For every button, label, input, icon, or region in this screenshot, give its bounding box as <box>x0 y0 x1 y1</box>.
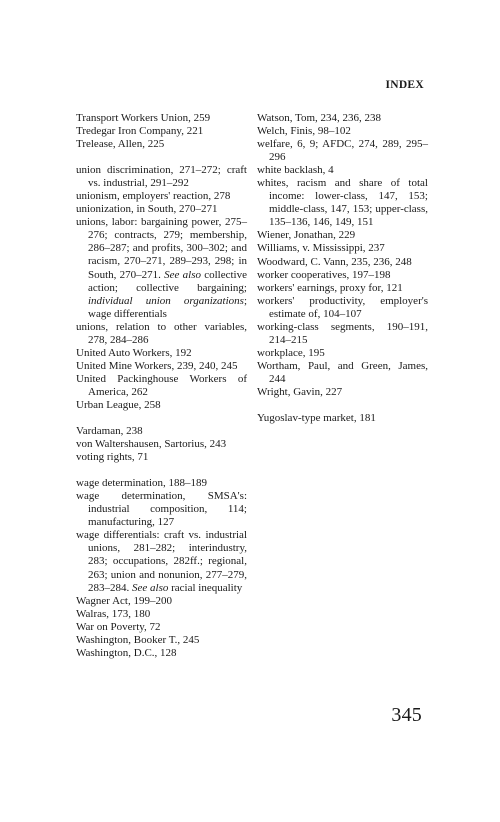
index-entry: workplace, 195 <box>257 346 325 359</box>
index-entry: Wiener, Jonathan, 229 <box>257 229 356 242</box>
index-entry: Wright, Gavin, 227 <box>257 385 343 398</box>
index-entry: United Packinghouse Workers of America, 262 <box>76 372 247 398</box>
index-entry: Wagner Act, 199–200 <box>76 594 172 607</box>
index-entry: unions, relation to other variables, 278, 284–286 <box>76 320 247 346</box>
index-entry: wage determination, SMSA's: industrial composition, 114; manufacturing, 127 <box>76 490 247 529</box>
index-entry: United Mine Workers, 239, 240, 245 <box>76 359 238 372</box>
index-entry-fragment: ; wage differentials <box>88 294 247 320</box>
index-column-left <box>76 112 247 660</box>
index-entry: wage differentials: craft vs. industrial unions, 281–282; interindustry, 283; occupations, 282ff.; regional, 263; union and nonunion, 277–279, 283–284. See also racial inequality <box>76 529 247 594</box>
index-entry: voting rights, 71 <box>76 451 149 464</box>
index-entry: unions, labor: bargaining power, 275–276; contracts, 279; membership, 286–287; and profits, 300–302; and racism, 270–271, 289–293, 298; in South, 270–271. See also collective action; collective bargaining; individual union organizations; wage differentials <box>76 216 247 320</box>
index-entry: United Auto Workers, 192 <box>76 346 192 359</box>
index-entry: von Waltershausen, Sartorius, 243 <box>76 438 227 451</box>
index-entry: white backlash, 4 <box>257 164 334 177</box>
index-entry-fragment: racial inequality <box>168 581 243 594</box>
index-entry: welfare, 6, 9; AFDC, 274, 289, 295–296 <box>257 138 428 164</box>
index-entry: working-class segments, 190–191, 214–215 <box>257 320 428 346</box>
page-number: 345 <box>391 704 422 726</box>
index-entry: whites, racism and share of total income: lower-class, 147, 153; middle-class, 147, 153; upper-class, 135–136, 146, 149, 151 <box>257 177 428 229</box>
index-entry: workers' earnings, proxy for, 121 <box>257 281 403 294</box>
index-entry: worker cooperatives, 197–198 <box>257 268 391 281</box>
index-entry: Washington, D.C., 128 <box>76 646 177 659</box>
index-entry: unionization, in South, 270–271 <box>76 203 218 216</box>
index-entry: workers' productivity, employer's estimate of, 104–107 <box>257 294 428 320</box>
index-entry: Watson, Tom, 234, 236, 238 <box>257 112 382 124</box>
index-entry: Williams, v. Mississippi, 237 <box>257 242 385 255</box>
index-entry: union discrimination, 271–272; craft vs. industrial, 291–292 <box>76 164 247 190</box>
index-entry: Vardaman, 238 <box>76 425 143 438</box>
index-entry: Yugoslav-type market, 181 <box>257 412 376 425</box>
running-head: INDEX <box>385 79 424 91</box>
index-entry: Urban League, 258 <box>76 398 161 411</box>
index-entry: unionism, employers' reaction, 278 <box>76 190 231 203</box>
index-entry: Trelease, Allen, 225 <box>76 138 165 151</box>
index-column-right <box>257 112 428 425</box>
index-entry: Walras, 173, 180 <box>76 607 151 620</box>
index-entry: Woodward, C. Vann, 235, 236, 248 <box>257 255 412 268</box>
index-entry-fragment: See also <box>160 268 201 281</box>
index-entry: wage determination, 188–189 <box>76 477 208 490</box>
index-entry-fragment: collective action; collective bargaining; <box>88 268 247 294</box>
index-entry: Tredegar Iron Company, 221 <box>76 125 204 138</box>
index-entry: War on Poverty, 72 <box>76 620 161 633</box>
index-entry: Transport Workers Union, 259 <box>76 112 211 124</box>
index-entry: Wortham, Paul, and Green, James, 244 <box>257 359 428 385</box>
index-entry: Welch, Finis, 98–102 <box>257 125 351 138</box>
index-entry-fragment: individual union organizations <box>88 294 244 307</box>
index-entry: Washington, Booker T., 245 <box>76 633 200 646</box>
index-entry-fragment: See also <box>129 581 169 594</box>
